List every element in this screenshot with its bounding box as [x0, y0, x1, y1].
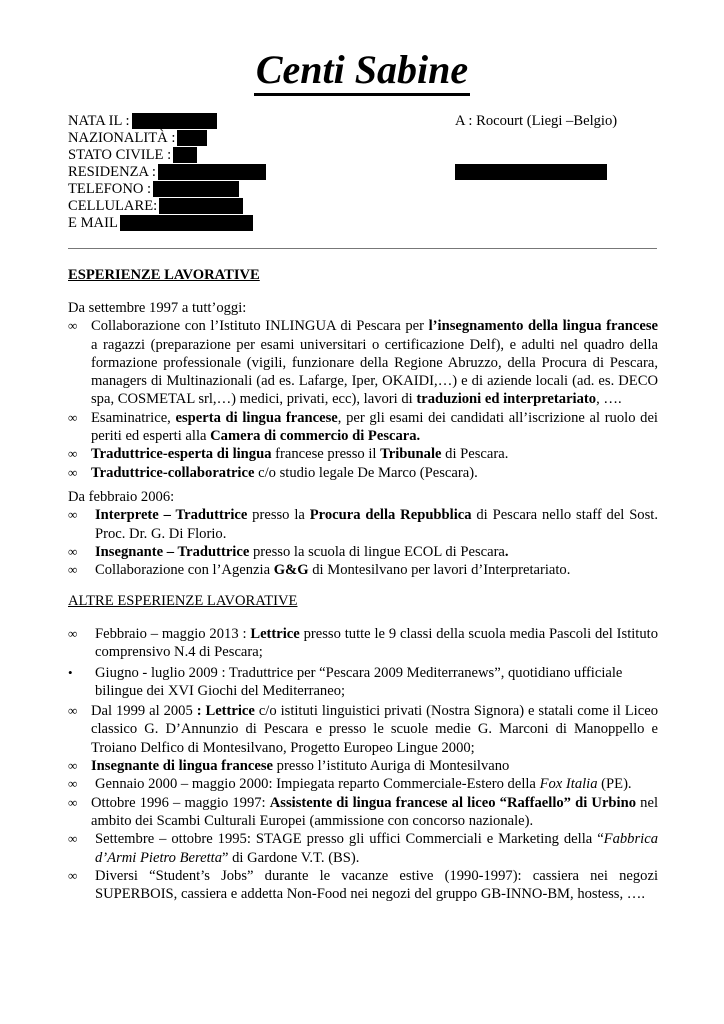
item-text: di Montesilvano per lavori d’Interpretariato. [308, 562, 571, 579]
section-heading-experience: ESPERIENZE LAVORATIVE [68, 267, 260, 283]
info-row-civil-status [68, 147, 266, 164]
info-label: NATA IL : [68, 113, 130, 129]
item-text-bold: Procura della Repubblica [309, 507, 472, 524]
item-text-bold: : Lettrice [196, 703, 255, 720]
list-item [68, 561, 658, 579]
redaction-bar [177, 130, 207, 146]
info-row-nationality [68, 130, 266, 147]
redaction-bar [173, 147, 197, 163]
person-name: Centi Sabine [254, 47, 470, 96]
infinity-bullet-icon: ∞ [68, 543, 78, 559]
item-text: c/o studio legale De Marco (Pescara). [254, 464, 478, 481]
infinity-bullet-icon: ∞ [68, 758, 78, 774]
item-text-bold: Camera di commercio di Pescara. [210, 428, 421, 445]
infinity-bullet-icon: ∞ [68, 626, 78, 641]
list-item [68, 543, 658, 561]
infinity-bullet-icon: ∞ [68, 776, 78, 792]
item-text-bold: Insegnante di lingua francese [91, 758, 274, 775]
list-item [68, 867, 658, 904]
list-item [68, 464, 658, 482]
infinity-bullet-icon: ∞ [68, 562, 78, 578]
info-row-birthdate [68, 113, 266, 130]
item-text-italic: Fabbrica d’Armi Pietro Beretta [95, 831, 658, 866]
redaction-bar [455, 164, 607, 180]
info-label: E MAIL [68, 215, 118, 231]
info-row-residence [68, 164, 266, 181]
item-text-bold: Lettrice [250, 626, 300, 642]
list-item [68, 775, 658, 793]
info-label: CELLULARE: [68, 198, 158, 214]
item-text: Giugno - luglio 2009 : Traduttrice per “Pescara 2009 Mediterranews”, quotidiano ufficiale bilingue dei XVI Giochi del Mediterraneo; [95, 664, 623, 699]
list-item [68, 506, 658, 543]
item-text: francese presso il [271, 446, 381, 463]
list-item [68, 445, 658, 463]
personal-info [68, 113, 266, 232]
item-text: Collaborazione con l’Istituto INLINGUA di Pescara per [91, 318, 429, 335]
infinity-bullet-icon: ∞ [68, 409, 78, 425]
period-label: Da febbraio 2006: [68, 489, 175, 505]
item-text: presso tutte le 9 classi della scuola media Pascoli del Istituto comprensivo N.4 di Pescara; [95, 626, 659, 661]
cv-title [0, 46, 724, 94]
info-row-email [68, 215, 266, 232]
info-label: TELEFONO : [68, 181, 152, 197]
item-text: Febbraio – maggio 2013 : [95, 626, 251, 642]
item-text-italic: Fox Italia [539, 776, 598, 793]
birthplace: A : Rocourt (Liegi –Belgio) [455, 113, 618, 129]
item-text: Gennaio 2000 – maggio 2000: Impiegata reparto Commerciale-Estero della [95, 776, 540, 793]
item-text: nel ambito dei Scambi Culturali Europei (ammissione con concorso nazionale). [91, 794, 658, 829]
other-experience-list [68, 625, 658, 903]
infinity-bullet-icon: ∞ [68, 831, 78, 847]
list-item [68, 830, 658, 867]
infinity-bullet-icon: ∞ [68, 464, 78, 480]
infinity-bullet-icon: ∞ [68, 318, 78, 334]
info-row-mobile [68, 198, 266, 215]
list-item [68, 664, 658, 701]
item-text: Settembre – ottobre 1995: STAGE presso gli uffici Commerciali e Marketing della “ [95, 831, 604, 848]
infinity-bullet-icon: ∞ [68, 867, 78, 883]
item-text-bold: Insegnante – Traduttrice [95, 543, 250, 560]
item-text: Diversi “Student’s Jobs” durante le vacanze estive (1990-1997): cassiera nei negozi SUPERBOIS, cassiera e addetta Non-Food nei negozi del gruppo GB-INNO-BM, hostess, …. [95, 867, 658, 903]
list-item [68, 794, 658, 831]
item-text-bold: Assistente di lingua francese al liceo “Raffaello” di Urbino [269, 794, 637, 811]
info-row-phone [68, 181, 266, 198]
item-text-bold: . [504, 543, 509, 560]
item-text-bold: Traduttrice-collaboratrice [91, 464, 255, 481]
section-heading-other-experience: ALTRE ESPERIENZE LAVORATIVE [68, 593, 298, 609]
item-text: , per gli esami dei candidati all’iscrizione al ruolo dei periti ed esperti alla [91, 409, 658, 445]
redaction-bar [158, 164, 266, 180]
item-text: ” di Gardone V.T. (BS). [222, 849, 360, 866]
redaction-bar [153, 181, 239, 197]
dot-bullet-icon: • [68, 664, 73, 680]
infinity-bullet-icon: ∞ [68, 507, 78, 523]
infinity-bullet-icon: ∞ [68, 446, 78, 462]
info-label: NAZIONALITÀ : [68, 130, 176, 146]
item-text: Collaborazione con l’Agenzia [95, 562, 274, 579]
experience-period-2 [68, 488, 658, 579]
list-item [68, 757, 658, 775]
item-text: c/o istituti linguistici privati (Nostra Signora) e statali come il Liceo classico G. D’Annunzio di Pescara e presso le scuole medie G. Marconi di Manoppello e Troiano Delfico di Montesilvano, Progetto Europeo Lingue 2000; [91, 703, 658, 756]
list-item [68, 409, 658, 446]
item-text-bold: Tribunale [380, 446, 442, 463]
list-item [68, 317, 658, 408]
period-label: Da settembre 1997 a tutt’oggi: [68, 300, 247, 316]
item-text-bold: Traduttrice-esperta di lingua [91, 446, 272, 463]
item-text: Ottobre 1996 – maggio 1997: [91, 794, 270, 811]
item-text-bold: l’insegnamento della lingua francese [428, 318, 658, 335]
divider [68, 248, 657, 249]
item-text-bold: esperta di lingua francese [175, 409, 338, 426]
item-text: Esaminatrice, [91, 409, 176, 426]
item-text: (PE). [597, 776, 632, 793]
item-text-bold: traduzioni ed interpretariato [416, 391, 597, 408]
item-text: presso l’istituto Auriga di Montesilvano [273, 758, 510, 775]
item-text: , …. [596, 391, 622, 408]
info-label: RESIDENZA : [68, 164, 156, 180]
item-text: di Pescara. [441, 446, 509, 463]
list-item [68, 702, 658, 757]
redaction-bar [132, 113, 217, 129]
redaction-bar [120, 215, 253, 231]
experience-period-1 [68, 299, 658, 482]
redaction-bar [159, 198, 243, 214]
item-text-bold: Interprete – Traduttrice [95, 507, 248, 524]
list-item [68, 625, 658, 662]
item-text: a ragazzi (preparazione per esami universitari o certificazione Delf), e adulti nel quadro della formazione professionale (vigili, funzionare della Regione Abruzzo, della Procura di Pescara, managers di Multinazionali (ad es. Lafarge, Iper, OKAIDI,…) e di aziende locali (ad. es. DECO spa, COSMETAL srl,…) medici, privati, ecc), lavori di [91, 336, 658, 408]
item-text: di Pescara nello staff del Sost. Proc. Dr. G. Di Florio. [95, 507, 658, 542]
infinity-bullet-icon: ∞ [68, 794, 78, 810]
infinity-bullet-icon: ∞ [68, 703, 78, 719]
item-text: Dal 1999 al 2005 [91, 703, 197, 720]
item-text: presso la [247, 507, 310, 524]
info-label: STATO CIVILE : [68, 147, 172, 163]
item-text: presso la scuola di lingue ECOL di Pescara [249, 543, 505, 560]
item-text-bold: G&G [273, 562, 309, 579]
